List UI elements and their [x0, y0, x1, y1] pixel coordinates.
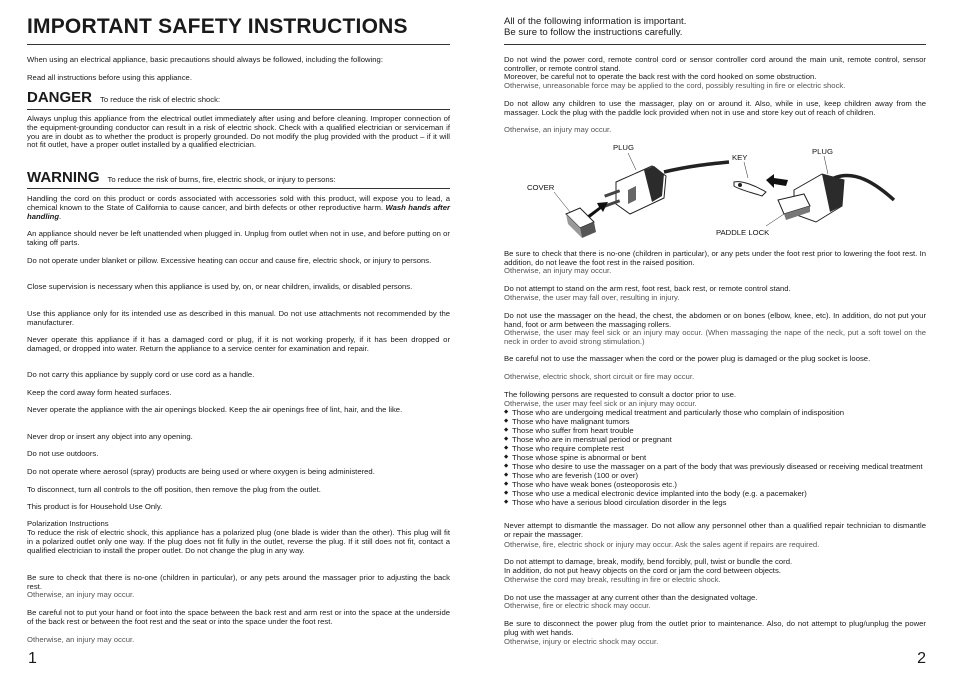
danger-subtitle: To reduce the risk of electric shock: [100, 95, 221, 104]
header-line-1: All of the following information is important. [504, 16, 687, 27]
damaged-text: Be careful not to use the massager when the cord or the power plug is damaged or the plug socket is loose. [504, 354, 871, 363]
cord-note: Otherwise, unreasonable force may be applied to the cord, possibly resulting in fire or electric shock. [504, 81, 846, 90]
header-rule [504, 44, 926, 45]
damaged-note: Otherwise, electric shock, short circuit or fire may occur. [504, 372, 695, 381]
prop65-emphasis: Wash hands after handling [27, 202, 451, 221]
list-item: ◆ Those who are feverish (100 or over) [504, 471, 926, 480]
page-number-right: 2 [917, 650, 926, 667]
warning-para-13: This product is for Household Use Only. [27, 502, 163, 511]
cord-text-1: Do not wind the power cord, remote control cord or sensor controller cord around the main unit, remote control, sensor controller, or remote control stand. [504, 55, 926, 73]
kids-note: Otherwise, an injury may occur. [504, 125, 612, 134]
damage-cord-note: Otherwise the cord may break, resulting in fire or electric shock. [504, 575, 721, 584]
label-cover: COVER [527, 183, 555, 192]
children-text: Be sure to check that there is no-one (children in particular), or any pets around the massager prior to adjusting the back rest. [27, 573, 450, 591]
stand-note: Otherwise, the user may fall over, resulting in injury. [504, 293, 680, 302]
stand-text: Do not attempt to stand on the arm rest, foot rest, back rest, or remote control stand. [504, 284, 791, 293]
list-item: ◆ Those who are undergoing medical treatment and particularly those who complain of indisposition [504, 408, 926, 417]
warning-para-2: Do not operate under blanket or pillow. Excessive heating can occur and cause fire, electric shock, or injury to persons. [27, 256, 432, 265]
intro-line-2: Read all instructions before using this appliance. [27, 73, 192, 82]
damage-cord-text-1: Do not attempt to damage, break, modify, bend forcibly, pull, twist or bundle the cord. [504, 557, 793, 566]
hand-note: Otherwise, an injury may occur. [27, 635, 135, 644]
hand-text: Be careful not to put your hand or foot into the space between the back rest and arm rest or into the space at the underside of the back rest or between the foot rest and the seat or into the space under the foot rest. [27, 608, 450, 626]
maint-text: Be sure to disconnect the power plug from the outlet prior to maintenance. Also, do not attempt to plug/unplug the power plug with wet hands. [504, 619, 926, 637]
warning-para-8: Never operate the appliance with the air openings blocked. Keep the air openings free of lint, hair, and the like. [27, 405, 403, 414]
doctor-text: The following persons are requested to consult a doctor prior to use. [504, 390, 737, 399]
list-item: ◆ Those who require complete rest [504, 444, 926, 453]
page-title: IMPORTANT SAFETY INSTRUCTIONS [27, 15, 408, 38]
maint-note: Otherwise, injury or electric shock may occur. [504, 637, 659, 646]
polarization-title: Polarization Instructions [27, 519, 109, 528]
footrest-text: Be sure to check that there is no-one (children in particular), or any pets under the foot rest prior to lowering the foot rest. In addition, do not leave the foot rest in the raised position. [504, 249, 926, 267]
warning-heading [27, 169, 336, 187]
danger-text: Always unplug this appliance from the electrical outlet immediately after using and before cleaning. Improper connection of the equipment-grounding conductor can result in a risk of electric shock. Check with a qualified electrician or serviceman if you are in doubt as to whether the product is properly grounded. Do not modify the plug provided with the product – if it will not fit outlet, have a proper outlet installed by a qualified electrician. [27, 114, 450, 150]
lock-arrow-icon [766, 174, 788, 188]
list-item: ◆ Those who use a medical electronic device implanted into the body (e.g. a pacemaker) [504, 489, 926, 498]
header-line-2: Be sure to follow the instructions carefully. [504, 27, 683, 38]
intro-line-1: When using an electrical appliance, basic precautions should always be followed, including the following: [27, 55, 383, 64]
warning-para-5: Never operate this appliance if it has a damaged cord or plug, if it is not working properly, if it has been dropped or damaged, or dropped into water. Return the appliance to a service center for examination and repair. [27, 335, 450, 353]
list-item: ◆ Those who desire to use the massager on a part of the body that was previously diseased or receiving medical treatment [504, 462, 926, 471]
damage-cord-text-2: In addition, do not put heavy objects on the cord or jam the cord between objects. [504, 566, 781, 575]
title-rule [27, 44, 450, 45]
warning-para-7: Keep the cord away form heated surfaces. [27, 388, 172, 397]
warning-para-3: Close supervision is necessary when this appliance is used by, on, or near children, invalids, or disabled persons. [27, 282, 413, 291]
children-note: Otherwise, an injury may occur. [27, 590, 135, 599]
doctor-list [504, 408, 926, 507]
list-item: ◆ Those who suffer from heart trouble [504, 426, 926, 435]
warning-para-1: An appliance should never be left unattended when plugged in. Unplug from outlet when not in use, and before putting on or taking off parts. [27, 229, 450, 247]
warning-label: WARNING [27, 169, 100, 186]
cord-text-2: Moreover, be careful not to operate the back rest with the cord hooked on some obstruction. [504, 72, 817, 81]
warning-para-12: To disconnect, turn all controls to the off position, then remove the plug from the outlet. [27, 485, 321, 494]
label-key: KEY [732, 153, 748, 162]
list-item: ◆ Those whose spine is abnormal or bent [504, 453, 926, 462]
label-paddle-lock: PADDLE LOCK [716, 228, 770, 237]
list-item: ◆ Those who have malignant tumors [504, 417, 926, 426]
prop65-body: Handling the cord on this product or cords associated with accessories sold with this product, will expose you to lead, a chemical known to the State of California to cause cancer, and birth defects or other reproductive harm. [27, 194, 450, 212]
doctor-note: Otherwise, the user may feel sick or an injury may occur. [504, 399, 697, 408]
left-plug [604, 166, 666, 214]
danger-label: DANGER [27, 89, 93, 106]
label-plug-right: PLUG [812, 147, 833, 156]
list-item: ◆ Those who have a serious blood circulation disorder in the legs [504, 498, 926, 507]
dismantle-text: Never attempt to dismantle the massager. Do not allow any personnel other than a qualified repair technician to dismantle or repair the massager. [504, 521, 926, 539]
warning-para-9: Never drop or insert any object into any opening. [27, 432, 193, 441]
footrest-note: Otherwise, an injury may occur. [504, 266, 612, 275]
dismantle-note: Otherwise, fire, electric shock or injury may occur. Ask the sales agent if repairs are required. [504, 540, 820, 549]
polarization-text: To reduce the risk of electric shock, this appliance has a polarized plug (one blade is wider than the other). This plug will fit in a polarized outlet only one way. If the plug does not fit fully in the outlet, reverse the plug. If it still does not fit, contact a qualified electrician to install the proper outlet. Do not change the plug in any way. [27, 528, 450, 555]
head-note: Otherwise, the user may feel sick or an injury may occur. (When massaging the nape of the neck, put a soft towel on the neck in order to avoid strong stimulation.) [504, 328, 926, 346]
warning-para-6: Do not carry this appliance by supply cord or use cord as a handle. [27, 370, 255, 379]
list-item: ◆ Those who are in menstrual period or pregnant [504, 435, 926, 444]
warning-para-10: Do not use outdoors. [27, 449, 99, 458]
plug-lock-figure [504, 140, 926, 248]
danger-rule [27, 109, 450, 110]
label-plug-left: PLUG [613, 143, 634, 152]
prop65-text: Handling the cord on this product or cords associated with accessories sold with this product, will expose you to lead, a chemical known to the State of California to cause cancer, and birth defects or other reproductive harm. Wash hands after handling. [27, 194, 451, 221]
key-icon [734, 182, 766, 196]
warning-rule [27, 188, 450, 189]
voltage-text: Do not use the massager at any current other than the designated voltage. [504, 593, 758, 602]
warning-para-4: Use this appliance only for its intended use as described in this manual. Do not use attachments not recommended by the manufacturer. [27, 309, 450, 327]
danger-heading [27, 89, 220, 107]
list-item: ◆ Those who have weak bones (osteoporosis etc.) [504, 480, 926, 489]
kids-text: Do not allow any children to use the massager, play on or around it. Also, while in use, keep children away from the massager. Lock the plug with the paddle lock provided when not in use and store key out of reach of children. [504, 99, 926, 117]
voltage-note: Otherwise, fire or electric shock may occur. [504, 601, 651, 610]
left-cord [664, 162, 729, 172]
head-text: Do not use the massager on the head, the chest, the abdomen or on bones (elbow, knee, etc). In addition, do not put your hand, foot or arm between the massaging rollers. [504, 311, 926, 329]
warning-subtitle: To reduce the risk of burns, fire, electric shock, or injury to persons: [107, 175, 336, 184]
warning-para-11: Do not operate where aerosol (spray) products are being used or where oxygen is being administered. [27, 467, 375, 476]
page-number-left: 1 [28, 650, 37, 667]
